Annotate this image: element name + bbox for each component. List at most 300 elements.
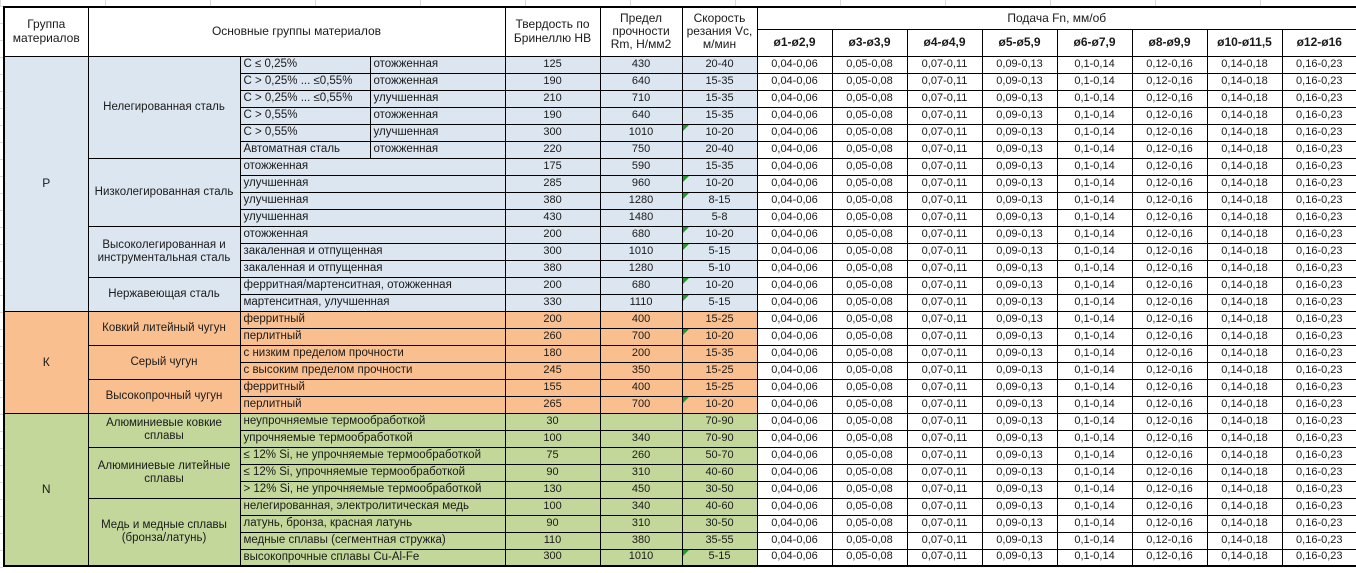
- feed-cell[interactable]: 0,09-0,13: [982, 175, 1057, 192]
- strength-cell[interactable]: 680: [600, 277, 682, 294]
- feed-cell[interactable]: 0,05-0,08: [832, 498, 907, 515]
- feed-cell[interactable]: 0,12-0,16: [1132, 481, 1207, 498]
- feed-cell[interactable]: 0,1-0,14: [1057, 430, 1132, 447]
- feed-cell[interactable]: 0,05-0,08: [832, 243, 907, 260]
- speed-cell[interactable]: 10-20: [682, 328, 757, 345]
- feed-cell[interactable]: 0,12-0,16: [1132, 396, 1207, 413]
- header-tensile-strength[interactable]: Предел прочности Rm, Н/мм2: [600, 7, 682, 56]
- speed-cell[interactable]: 15-35: [682, 73, 757, 90]
- material-description-cell[interactable]: медные сплавы (сегментная стружка): [240, 532, 505, 549]
- feed-cell[interactable]: 0,04-0,06: [757, 345, 832, 362]
- feed-cell[interactable]: 0,04-0,06: [757, 498, 832, 515]
- feed-cell[interactable]: 0,04-0,06: [757, 56, 832, 73]
- material-description-cell[interactable]: ≤ 12% Si, упрочняемые термообработкой: [240, 464, 505, 481]
- material-description-cell[interactable]: упрочняемые термообработкой: [240, 430, 505, 447]
- feed-cell[interactable]: 0,14-0,18: [1207, 532, 1282, 549]
- feed-cell[interactable]: 0,09-0,13: [982, 481, 1057, 498]
- feed-cell[interactable]: 0,12-0,16: [1132, 141, 1207, 158]
- speed-cell[interactable]: 10-20: [682, 277, 757, 294]
- header-cutting-speed[interactable]: Скорость резания Vc, м/мин: [682, 7, 757, 56]
- feed-cell[interactable]: 0,14-0,18: [1207, 549, 1282, 566]
- speed-cell[interactable]: 15-25: [682, 362, 757, 379]
- strength-cell[interactable]: 400: [600, 379, 682, 396]
- material-group-code-cell[interactable]: P: [4, 56, 88, 311]
- feed-cell[interactable]: 0,07-0,11: [907, 141, 982, 158]
- header-diameter-range[interactable]: ø6-ø7,9: [1057, 29, 1132, 56]
- feed-cell[interactable]: 0,14-0,18: [1207, 464, 1282, 481]
- strength-cell[interactable]: 1010: [600, 549, 682, 566]
- strength-cell[interactable]: 380: [600, 532, 682, 549]
- feed-cell[interactable]: 0,05-0,08: [832, 277, 907, 294]
- material-description-cell[interactable]: улучшенная: [240, 209, 505, 226]
- feed-cell[interactable]: 0,16-0,23: [1282, 328, 1356, 345]
- feed-cell[interactable]: 0,14-0,18: [1207, 498, 1282, 515]
- feed-cell[interactable]: 0,16-0,23: [1282, 294, 1356, 311]
- feed-cell[interactable]: 0,07-0,11: [907, 73, 982, 90]
- feed-cell[interactable]: 0,09-0,13: [982, 362, 1057, 379]
- material-description-cell[interactable]: латунь, бронза, красная латунь: [240, 515, 505, 532]
- feed-cell[interactable]: 0,16-0,23: [1282, 56, 1356, 73]
- feed-cell[interactable]: 0,16-0,23: [1282, 498, 1356, 515]
- feed-cell[interactable]: 0,12-0,16: [1132, 413, 1207, 430]
- feed-cell[interactable]: 0,1-0,14: [1057, 396, 1132, 413]
- speed-cell[interactable]: 30-50: [682, 481, 757, 498]
- feed-cell[interactable]: 0,16-0,23: [1282, 549, 1356, 566]
- feed-cell[interactable]: 0,1-0,14: [1057, 192, 1132, 209]
- feed-cell[interactable]: 0,14-0,18: [1207, 243, 1282, 260]
- feed-cell[interactable]: 0,14-0,18: [1207, 90, 1282, 107]
- hardness-cell[interactable]: 75: [505, 447, 600, 464]
- feed-cell[interactable]: 0,14-0,18: [1207, 226, 1282, 243]
- hardness-cell[interactable]: 220: [505, 141, 600, 158]
- feed-cell[interactable]: 0,16-0,23: [1282, 158, 1356, 175]
- feed-cell[interactable]: 0,04-0,06: [757, 277, 832, 294]
- feed-cell[interactable]: 0,05-0,08: [832, 124, 907, 141]
- feed-cell[interactable]: 0,04-0,06: [757, 192, 832, 209]
- material-description-cell[interactable]: > 12% Si, не упрочняемые термообработкой: [240, 481, 505, 498]
- feed-cell[interactable]: 0,12-0,16: [1132, 209, 1207, 226]
- feed-cell[interactable]: 0,16-0,23: [1282, 362, 1356, 379]
- hardness-cell[interactable]: 380: [505, 192, 600, 209]
- feed-cell[interactable]: 0,16-0,23: [1282, 396, 1356, 413]
- speed-cell[interactable]: 15-35: [682, 345, 757, 362]
- material-subtype-cell[interactable]: C ≤ 0,25%: [240, 56, 370, 73]
- material-description-cell[interactable]: закаленная и отпущенная: [240, 260, 505, 277]
- speed-cell[interactable]: 70-90: [682, 413, 757, 430]
- material-description-cell[interactable]: отожженная: [240, 158, 505, 175]
- material-description-cell[interactable]: улучшенная: [240, 175, 505, 192]
- feed-cell[interactable]: 0,16-0,23: [1282, 532, 1356, 549]
- feed-cell[interactable]: 0,1-0,14: [1057, 175, 1132, 192]
- speed-cell[interactable]: 20-40: [682, 56, 757, 73]
- feed-cell[interactable]: 0,16-0,23: [1282, 141, 1356, 158]
- feed-cell[interactable]: 0,09-0,13: [982, 379, 1057, 396]
- feed-cell[interactable]: 0,09-0,13: [982, 192, 1057, 209]
- strength-cell[interactable]: 400: [600, 311, 682, 328]
- feed-cell[interactable]: 0,09-0,13: [982, 515, 1057, 532]
- material-family-cell[interactable]: Нелегированная сталь: [88, 56, 240, 158]
- strength-cell[interactable]: 1280: [600, 260, 682, 277]
- strength-cell[interactable]: 340: [600, 498, 682, 515]
- feed-cell[interactable]: 0,16-0,23: [1282, 192, 1356, 209]
- feed-cell[interactable]: 0,14-0,18: [1207, 345, 1282, 362]
- feed-cell[interactable]: 0,1-0,14: [1057, 345, 1132, 362]
- material-description-cell[interactable]: перлитный: [240, 396, 505, 413]
- feed-cell[interactable]: 0,14-0,18: [1207, 413, 1282, 430]
- feed-cell[interactable]: 0,07-0,11: [907, 328, 982, 345]
- strength-cell[interactable]: [600, 413, 682, 430]
- feed-cell[interactable]: 0,05-0,08: [832, 260, 907, 277]
- feed-cell[interactable]: 0,16-0,23: [1282, 515, 1356, 532]
- feed-cell[interactable]: 0,07-0,11: [907, 362, 982, 379]
- feed-cell[interactable]: 0,04-0,06: [757, 90, 832, 107]
- feed-cell[interactable]: 0,05-0,08: [832, 158, 907, 175]
- hardness-cell[interactable]: 300: [505, 124, 600, 141]
- feed-cell[interactable]: 0,05-0,08: [832, 464, 907, 481]
- feed-cell[interactable]: 0,09-0,13: [982, 243, 1057, 260]
- feed-cell[interactable]: 0,12-0,16: [1132, 549, 1207, 566]
- feed-cell[interactable]: 0,14-0,18: [1207, 124, 1282, 141]
- hardness-cell[interactable]: 200: [505, 226, 600, 243]
- feed-cell[interactable]: 0,14-0,18: [1207, 328, 1282, 345]
- feed-cell[interactable]: 0,09-0,13: [982, 73, 1057, 90]
- hardness-cell[interactable]: 100: [505, 498, 600, 515]
- hardness-cell[interactable]: 155: [505, 379, 600, 396]
- feed-cell[interactable]: 0,09-0,13: [982, 311, 1057, 328]
- feed-cell[interactable]: 0,04-0,06: [757, 396, 832, 413]
- feed-cell[interactable]: 0,04-0,06: [757, 260, 832, 277]
- feed-cell[interactable]: 0,14-0,18: [1207, 396, 1282, 413]
- feed-cell[interactable]: 0,07-0,11: [907, 413, 982, 430]
- feed-cell[interactable]: 0,16-0,23: [1282, 260, 1356, 277]
- speed-cell[interactable]: 5-15: [682, 549, 757, 566]
- feed-cell[interactable]: 0,07-0,11: [907, 464, 982, 481]
- hardness-cell[interactable]: 200: [505, 311, 600, 328]
- feed-cell[interactable]: 0,05-0,08: [832, 549, 907, 566]
- feed-cell[interactable]: 0,16-0,23: [1282, 311, 1356, 328]
- feed-cell[interactable]: 0,05-0,08: [832, 107, 907, 124]
- feed-cell[interactable]: 0,12-0,16: [1132, 192, 1207, 209]
- feed-cell[interactable]: 0,16-0,23: [1282, 277, 1356, 294]
- feed-cell[interactable]: 0,1-0,14: [1057, 294, 1132, 311]
- strength-cell[interactable]: 590: [600, 158, 682, 175]
- material-subtype-cell[interactable]: C > 0,55%: [240, 107, 370, 124]
- feed-cell[interactable]: 0,12-0,16: [1132, 90, 1207, 107]
- material-description-cell[interactable]: высокопрочные сплавы Cu-Al-Fe: [240, 549, 505, 566]
- hardness-cell[interactable]: 180: [505, 345, 600, 362]
- material-family-cell[interactable]: Нержавеющая сталь: [88, 277, 240, 311]
- feed-cell[interactable]: 0,04-0,06: [757, 158, 832, 175]
- feed-cell[interactable]: 0,05-0,08: [832, 192, 907, 209]
- feed-cell[interactable]: 0,1-0,14: [1057, 362, 1132, 379]
- material-family-cell[interactable]: Медь и медные сплавы (бронза/латунь): [88, 498, 240, 566]
- feed-cell[interactable]: 0,05-0,08: [832, 413, 907, 430]
- material-state-cell[interactable]: отожженная: [370, 56, 505, 73]
- hardness-cell[interactable]: 210: [505, 90, 600, 107]
- feed-cell[interactable]: 0,05-0,08: [832, 481, 907, 498]
- feed-cell[interactable]: 0,07-0,11: [907, 532, 982, 549]
- feed-cell[interactable]: 0,07-0,11: [907, 430, 982, 447]
- material-family-cell[interactable]: Ковкий литейный чугун: [88, 311, 240, 345]
- speed-cell[interactable]: 15-35: [682, 158, 757, 175]
- feed-cell[interactable]: 0,09-0,13: [982, 141, 1057, 158]
- strength-cell[interactable]: 710: [600, 90, 682, 107]
- feed-cell[interactable]: 0,12-0,16: [1132, 447, 1207, 464]
- feed-cell[interactable]: 0,07-0,11: [907, 277, 982, 294]
- feed-cell[interactable]: 0,12-0,16: [1132, 73, 1207, 90]
- strength-cell[interactable]: 350: [600, 362, 682, 379]
- feed-cell[interactable]: 0,05-0,08: [832, 311, 907, 328]
- feed-cell[interactable]: 0,04-0,06: [757, 175, 832, 192]
- speed-cell[interactable]: 5-8: [682, 209, 757, 226]
- feed-cell[interactable]: 0,07-0,11: [907, 396, 982, 413]
- speed-cell[interactable]: 8-15: [682, 192, 757, 209]
- material-state-cell[interactable]: отожженная: [370, 73, 505, 90]
- feed-cell[interactable]: 0,05-0,08: [832, 430, 907, 447]
- speed-cell[interactable]: 10-20: [682, 124, 757, 141]
- hardness-cell[interactable]: 380: [505, 260, 600, 277]
- material-description-cell[interactable]: нелегированная, электролитическая медь: [240, 498, 505, 515]
- strength-cell[interactable]: 1480: [600, 209, 682, 226]
- feed-cell[interactable]: 0,09-0,13: [982, 260, 1057, 277]
- feed-cell[interactable]: 0,04-0,06: [757, 107, 832, 124]
- feed-cell[interactable]: 0,16-0,23: [1282, 124, 1356, 141]
- speed-cell[interactable]: 40-60: [682, 464, 757, 481]
- feed-cell[interactable]: 0,07-0,11: [907, 311, 982, 328]
- speed-cell[interactable]: 15-25: [682, 311, 757, 328]
- feed-cell[interactable]: 0,09-0,13: [982, 90, 1057, 107]
- material-family-cell[interactable]: Алюминиевые ковкие сплавы: [88, 413, 240, 447]
- feed-cell[interactable]: 0,04-0,06: [757, 328, 832, 345]
- feed-cell[interactable]: 0,12-0,16: [1132, 345, 1207, 362]
- feed-cell[interactable]: 0,09-0,13: [982, 226, 1057, 243]
- hardness-cell[interactable]: 300: [505, 243, 600, 260]
- feed-cell[interactable]: 0,14-0,18: [1207, 430, 1282, 447]
- feed-cell[interactable]: 0,04-0,06: [757, 464, 832, 481]
- hardness-cell[interactable]: 30: [505, 413, 600, 430]
- feed-cell[interactable]: 0,12-0,16: [1132, 311, 1207, 328]
- header-diameter-range[interactable]: ø12-ø16: [1282, 29, 1356, 56]
- feed-cell[interactable]: 0,12-0,16: [1132, 532, 1207, 549]
- feed-cell[interactable]: 0,1-0,14: [1057, 107, 1132, 124]
- material-description-cell[interactable]: отожженная: [240, 226, 505, 243]
- feed-cell[interactable]: 0,12-0,16: [1132, 294, 1207, 311]
- feed-cell[interactable]: 0,12-0,16: [1132, 260, 1207, 277]
- feed-cell[interactable]: 0,09-0,13: [982, 447, 1057, 464]
- material-state-cell[interactable]: улучшенная: [370, 124, 505, 141]
- strength-cell[interactable]: 310: [600, 464, 682, 481]
- speed-cell[interactable]: 10-20: [682, 396, 757, 413]
- material-description-cell[interactable]: перлитный: [240, 328, 505, 345]
- header-brinell-hardness[interactable]: Твердость по Бринеллю HB: [505, 7, 600, 56]
- feed-cell[interactable]: 0,1-0,14: [1057, 515, 1132, 532]
- feed-cell[interactable]: 0,1-0,14: [1057, 90, 1132, 107]
- material-family-cell[interactable]: Алюминиевые литейные сплавы: [88, 447, 240, 498]
- feed-cell[interactable]: 0,09-0,13: [982, 549, 1057, 566]
- feed-cell[interactable]: 0,14-0,18: [1207, 515, 1282, 532]
- feed-cell[interactable]: 0,09-0,13: [982, 158, 1057, 175]
- material-group-code-cell[interactable]: N: [4, 413, 88, 566]
- feed-cell[interactable]: 0,07-0,11: [907, 209, 982, 226]
- feed-cell[interactable]: 0,12-0,16: [1132, 175, 1207, 192]
- strength-cell[interactable]: 1010: [600, 124, 682, 141]
- hardness-cell[interactable]: 190: [505, 107, 600, 124]
- strength-cell[interactable]: 1010: [600, 243, 682, 260]
- feed-cell[interactable]: 0,1-0,14: [1057, 226, 1132, 243]
- strength-cell[interactable]: 700: [600, 328, 682, 345]
- hardness-cell[interactable]: 300: [505, 549, 600, 566]
- feed-cell[interactable]: 0,14-0,18: [1207, 294, 1282, 311]
- feed-cell[interactable]: 0,09-0,13: [982, 464, 1057, 481]
- strength-cell[interactable]: 430: [600, 56, 682, 73]
- material-family-cell[interactable]: Низколегированная сталь: [88, 158, 240, 226]
- header-material-group[interactable]: Группа материалов: [4, 7, 88, 56]
- hardness-cell[interactable]: 285: [505, 175, 600, 192]
- feed-cell[interactable]: 0,14-0,18: [1207, 362, 1282, 379]
- speed-cell[interactable]: 10-20: [682, 226, 757, 243]
- material-description-cell[interactable]: ферритный: [240, 311, 505, 328]
- material-description-cell[interactable]: улучшенная: [240, 192, 505, 209]
- hardness-cell[interactable]: 330: [505, 294, 600, 311]
- feed-cell[interactable]: 0,1-0,14: [1057, 311, 1132, 328]
- header-diameter-range[interactable]: ø3-ø3,9: [832, 29, 907, 56]
- feed-cell[interactable]: 0,14-0,18: [1207, 277, 1282, 294]
- feed-cell[interactable]: 0,09-0,13: [982, 277, 1057, 294]
- material-description-cell[interactable]: ферритный: [240, 379, 505, 396]
- feed-cell[interactable]: 0,09-0,13: [982, 532, 1057, 549]
- material-description-cell[interactable]: ферритная/мартенситная, отожженная: [240, 277, 505, 294]
- feed-cell[interactable]: 0,05-0,08: [832, 226, 907, 243]
- feed-cell[interactable]: 0,04-0,06: [757, 73, 832, 90]
- material-description-cell[interactable]: с низким пределом прочности: [240, 345, 505, 362]
- feed-cell[interactable]: 0,16-0,23: [1282, 379, 1356, 396]
- feed-cell[interactable]: 0,04-0,06: [757, 413, 832, 430]
- feed-cell[interactable]: 0,16-0,23: [1282, 209, 1356, 226]
- feed-cell[interactable]: 0,16-0,23: [1282, 73, 1356, 90]
- speed-cell[interactable]: 5-15: [682, 243, 757, 260]
- header-diameter-range[interactable]: ø10-ø11,5: [1207, 29, 1282, 56]
- feed-cell[interactable]: 0,04-0,06: [757, 226, 832, 243]
- feed-cell[interactable]: 0,09-0,13: [982, 413, 1057, 430]
- feed-cell[interactable]: 0,12-0,16: [1132, 498, 1207, 515]
- feed-cell[interactable]: 0,12-0,16: [1132, 515, 1207, 532]
- speed-cell[interactable]: 5-15: [682, 294, 757, 311]
- feed-cell[interactable]: 0,12-0,16: [1132, 226, 1207, 243]
- feed-cell[interactable]: 0,16-0,23: [1282, 90, 1356, 107]
- material-description-cell[interactable]: ≤ 12% Si, не упрочняемые термообработкой: [240, 447, 505, 464]
- feed-cell[interactable]: 0,1-0,14: [1057, 209, 1132, 226]
- feed-cell[interactable]: 0,16-0,23: [1282, 175, 1356, 192]
- strength-cell[interactable]: 640: [600, 107, 682, 124]
- feed-cell[interactable]: 0,07-0,11: [907, 379, 982, 396]
- feed-cell[interactable]: 0,1-0,14: [1057, 243, 1132, 260]
- hardness-cell[interactable]: 90: [505, 515, 600, 532]
- material-description-cell[interactable]: с высоким пределом прочности: [240, 362, 505, 379]
- feed-cell[interactable]: 0,1-0,14: [1057, 498, 1132, 515]
- feed-cell[interactable]: 0,09-0,13: [982, 209, 1057, 226]
- strength-cell[interactable]: 200: [600, 345, 682, 362]
- feed-cell[interactable]: 0,09-0,13: [982, 345, 1057, 362]
- feed-cell[interactable]: 0,12-0,16: [1132, 362, 1207, 379]
- feed-cell[interactable]: 0,05-0,08: [832, 73, 907, 90]
- material-description-cell[interactable]: неупрочняемые термообработкой: [240, 413, 505, 430]
- strength-cell[interactable]: 750: [600, 141, 682, 158]
- material-state-cell[interactable]: отожженная: [370, 141, 505, 158]
- hardness-cell[interactable]: 175: [505, 158, 600, 175]
- feed-cell[interactable]: 0,07-0,11: [907, 515, 982, 532]
- material-family-cell[interactable]: Высокопрочный чугун: [88, 379, 240, 413]
- feed-cell[interactable]: 0,09-0,13: [982, 430, 1057, 447]
- feed-cell[interactable]: 0,07-0,11: [907, 447, 982, 464]
- feed-cell[interactable]: 0,04-0,06: [757, 209, 832, 226]
- feed-cell[interactable]: 0,05-0,08: [832, 362, 907, 379]
- feed-cell[interactable]: 0,1-0,14: [1057, 328, 1132, 345]
- feed-cell[interactable]: 0,1-0,14: [1057, 277, 1132, 294]
- feed-cell[interactable]: 0,07-0,11: [907, 90, 982, 107]
- feed-cell[interactable]: 0,12-0,16: [1132, 56, 1207, 73]
- speed-cell[interactable]: 40-60: [682, 498, 757, 515]
- feed-cell[interactable]: 0,12-0,16: [1132, 158, 1207, 175]
- hardness-cell[interactable]: 265: [505, 396, 600, 413]
- feed-cell[interactable]: 0,1-0,14: [1057, 549, 1132, 566]
- hardness-cell[interactable]: 130: [505, 481, 600, 498]
- feed-cell[interactable]: 0,12-0,16: [1132, 430, 1207, 447]
- feed-cell[interactable]: 0,14-0,18: [1207, 175, 1282, 192]
- feed-cell[interactable]: 0,07-0,11: [907, 192, 982, 209]
- speed-cell[interactable]: 70-90: [682, 430, 757, 447]
- feed-cell[interactable]: 0,04-0,06: [757, 141, 832, 158]
- feed-cell[interactable]: 0,09-0,13: [982, 498, 1057, 515]
- material-state-cell[interactable]: улучшенная: [370, 90, 505, 107]
- feed-cell[interactable]: 0,04-0,06: [757, 379, 832, 396]
- material-state-cell[interactable]: отожженная: [370, 107, 505, 124]
- speed-cell[interactable]: 20-40: [682, 141, 757, 158]
- feed-cell[interactable]: 0,1-0,14: [1057, 464, 1132, 481]
- material-family-cell[interactable]: Высоколегированная и инструментальная сталь: [88, 226, 240, 277]
- feed-cell[interactable]: 0,1-0,14: [1057, 379, 1132, 396]
- feed-cell[interactable]: 0,09-0,13: [982, 396, 1057, 413]
- feed-cell[interactable]: 0,14-0,18: [1207, 379, 1282, 396]
- strength-cell[interactable]: 680: [600, 226, 682, 243]
- feed-cell[interactable]: 0,14-0,18: [1207, 311, 1282, 328]
- material-subtype-cell[interactable]: Автоматная сталь: [240, 141, 370, 158]
- feed-cell[interactable]: 0,07-0,11: [907, 481, 982, 498]
- feed-cell[interactable]: 0,04-0,06: [757, 515, 832, 532]
- header-main-material-groups[interactable]: Основные группы материалов: [88, 7, 505, 56]
- speed-cell[interactable]: 15-35: [682, 107, 757, 124]
- feed-cell[interactable]: 0,07-0,11: [907, 56, 982, 73]
- material-description-cell[interactable]: закаленная и отпущенная: [240, 243, 505, 260]
- material-description-cell[interactable]: мартенситная, улучшенная: [240, 294, 505, 311]
- feed-cell[interactable]: 0,12-0,16: [1132, 328, 1207, 345]
- feed-cell[interactable]: 0,1-0,14: [1057, 413, 1132, 430]
- speed-cell[interactable]: 30-50: [682, 515, 757, 532]
- feed-cell[interactable]: 0,16-0,23: [1282, 243, 1356, 260]
- feed-cell[interactable]: 0,07-0,11: [907, 498, 982, 515]
- material-subtype-cell[interactable]: C > 0,25% ... ≤0,55%: [240, 90, 370, 107]
- strength-cell[interactable]: 1280: [600, 192, 682, 209]
- strength-cell[interactable]: 310: [600, 515, 682, 532]
- material-subtype-cell[interactable]: C > 0,25% ... ≤0,55%: [240, 73, 370, 90]
- feed-cell[interactable]: 0,05-0,08: [832, 532, 907, 549]
- header-diameter-range[interactable]: ø4-ø4,9: [907, 29, 982, 56]
- speed-cell[interactable]: 15-25: [682, 379, 757, 396]
- speed-cell[interactable]: 5-10: [682, 260, 757, 277]
- speed-cell[interactable]: 15-35: [682, 90, 757, 107]
- strength-cell[interactable]: 1110: [600, 294, 682, 311]
- feed-cell[interactable]: 0,07-0,11: [907, 243, 982, 260]
- material-group-code-cell[interactable]: К: [4, 311, 88, 413]
